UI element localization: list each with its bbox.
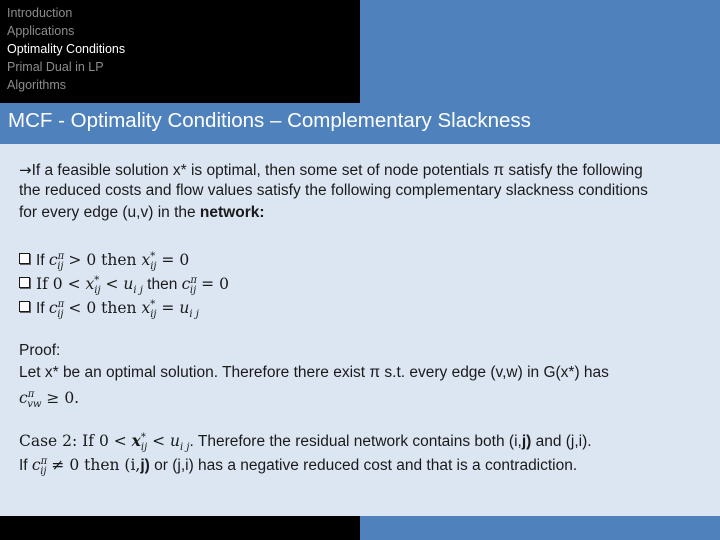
case2-line-1: Case 2: If $0 < x^*_{ij} < u_{i j}$. Therefore the residual network contains both (i,j) and (j,i). — [19, 431, 592, 453]
intro-line-1: →If a feasible solution x* is optimal, then some set of node potentials π satisfy the following — [19, 161, 643, 179]
checkbox-bullet-icon — [19, 277, 30, 288]
nav-item-algorithms[interactable]: Algorithms — [7, 78, 67, 92]
nav-item-applications[interactable]: Applications — [7, 24, 75, 38]
outline-nav — [0, 0, 360, 103]
intro-line-3: for every edge (u,v) in the network: — [19, 204, 265, 221]
condition-2: If $0 < x^*_{ij} < u_{i j}$ then $c^\pi_{ij} = 0$ — [19, 271, 229, 301]
condition-3: If $c^\pi_{ij} < 0$ then $x^*_{ij} = u_{i j}$ — [19, 295, 199, 325]
slide-title: MCF - Optimality Conditions – Complementary Slackness — [8, 109, 531, 132]
condition-1: If $c^\pi_{ij} > 0$ then $x^*_{ij} = 0$ — [19, 247, 189, 277]
proof-line-1: Let x* be an optimal solution. Therefore there exist π s.t. every edge (v,w) in G(x*) has — [19, 364, 609, 381]
checkbox-bullet-icon — [19, 301, 30, 312]
footer-left-bar — [0, 516, 360, 540]
header-accent — [360, 0, 720, 103]
nav-item-optimality-conditions[interactable]: Optimality Conditions — [7, 42, 126, 56]
case2-line-2: If $c^\pi_{ij} \ne 0$ then (i,j) or (j,i) has a negative reduced cost and that is a contradiction. — [19, 456, 578, 477]
checkbox-bullet-icon — [19, 253, 30, 264]
nav-item-primal-dual[interactable]: Primal Dual in LP — [7, 60, 104, 74]
footer-right-bar — [360, 516, 720, 540]
proof-line-2: $c^\pi_{vw} \ge 0$. — [19, 389, 80, 410]
proof-heading: Proof: — [19, 342, 61, 359]
arrow-icon: → — [19, 161, 32, 179]
nav-item-introduction[interactable]: Introduction — [7, 6, 73, 20]
intro-line-2: the reduced costs and flow values satisfy the following complementary slackness conditions — [19, 182, 648, 199]
